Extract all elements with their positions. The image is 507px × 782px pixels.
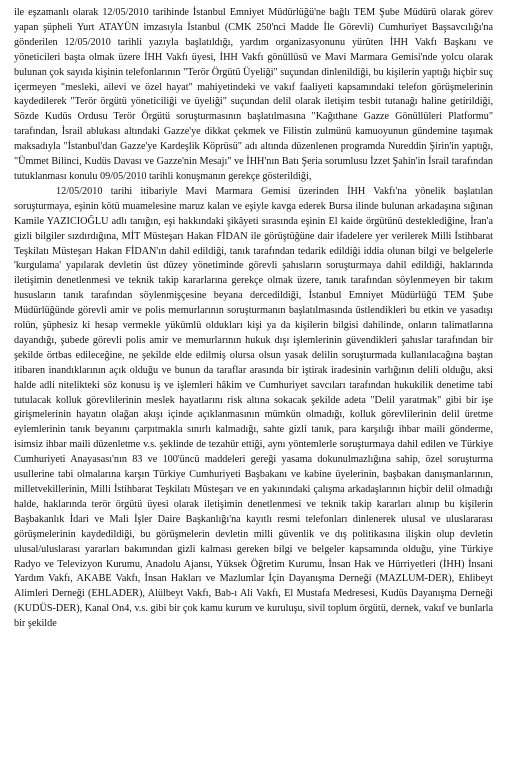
- paragraph-2: 12/05/2010 tarihi itibariyle Mavi Marmara Gemisi üzerinden İHH Vakfı'na yönelik başlatılan soruşturmaya, eşinin kötü muamelesine maruz kalan ve eşiyle kavga ederek Bursa ilinde bulunan arkadaşına sığınan Kamile YAZICIOĞLU adlı tanığın, eşi hakkındaki şikâyeti sırasında eşinin El kaide örgütünü desteklediğine, İran'a gizli bilgiler sızdırdığına, MİT Müsteşarı Hakan FİDAN ile görüştüğüne dair ifadelere yer verilerek Milli İstihbarat Teşkilatı Müsteşarı Hakan FİDAN'ın dahil edildiği, tanık tarafından tedarik edildiği iddia olunan bilgi ve belgelerle 'kurgulama' yapılarak devletin üst düzey yönetiminde görevli şahısların soruşturmaya dahil edildiği, haklarında iletişimin denetlenmesi ve teknik takip kararlarına gerekçe olmak üzere, tanık tarafından söylenmeyen bir takım hususların tanık tarafından söylenmişçesine beyana dercedildiği, İstanbul Emniyet Müdürlüğü TEM Şube Müdürlüğünde görevli amir ve polis memurlarının soruşturmanın başlatılmasında üstlendikleri bu etkin ve yasadışı rolün, şüphesiz ki hesap vermekle yükümlü oldukları kişi ya da kişilerin bilgisi dahilinde, onların talimatlarına dayandığı, şubede görevli polis amir ve memurlarının hukuk dışı işlemlerinin güvendikleri şahıslar tarafından bir şekilde örtbas edileceğine, ne şekilde elde edilmiş olursa olsun yasak delilin soruşturmada kullanılacağına baştan itibaren inandıklarının açık olduğu ve bunun da taraflar arasında bir iştirak iradesinin varlığının delili olduğu, aksi halde adli nitelikteki söz konusu iş ve işlemleri hâkim ve Cumhuriyet savcıları tarafından hukukilik denetime tabi tutulacak kolluk görevlilerinin meslek hayatlarını risk altına sokacak şekilde adeta "Delil yaratmak" gibi bir işe girişmelerinin hayatın olağan akışı içinde açıklanmasının mümkün olmadığı, kolluk görevlilerinin delil üretme eylemlerinin tanık beyanını çarpıtmakla sınırlı kalmadığı, sahte gizli tanık, para karşılığı ihbar maili gönderme, isimsiz ihbar maili düzenletme v.s. şeklinde de tezahür ettiği, aynı yöntemlerle soruşturmaya dahil edilen ve Türkiye Cumhuriyeti Anayasası'nın 83 ve 100'üncü maddeleri gereği yasama dokunulmazlığına sahip, özel soruşturma usullerine tabi olmalarına karşın Türkiye Cumhuriyeti Başbakanı ve kabine üyelerinin, başbakan danışmanlarının, milletvekillerinin, Milli İstihbarat Teşkilatı Müsteşarı ve en yakınındaki çalışma arkadaşlarının hiçbir delil olmadığı halde, haklarında terör örgütü üyesi olarak iletişimin denetlenmesi ve teknik takip kararları alınıp bu kişilerin Başbakanlık İdari ve Mali İşler Daire Başkanlığı'na kayıtlı resmi telefonları dinlenerek ulusal ve uluslararası görüşmelerinin kaydedildiği, bu görüşmelerin devletin milli güvenlik ve dış politikasına ilişkin olup devletin ulusal/uluslarası yararları bakımından gizli kalması gereken bilgi ve belgeler kapsamında olduğu, yine Türkiye Radyo ve Televizyon Kurumu, Anadolu Ajansı, Yüksek Öğretim Kurumu, İnsan Hak ve Hürriyetleri (İHH) İnsani Yardım Vakfı, AKABE Vakfı, İnsan Hakları ve Mazlumlar İçin Dayanışma Derneği (MAZLUM-DER), Ehlibeyt Alimleri Derneği (EHLADER), Alülbeyt Vakfı, Bab-ı Ali Vakfı, El Mustafa Medresesi, Kudüs Dayanışma Derneği (KUDÜS-DER), Kanal On4, v.s. gibi bir çok kamu kurum ve kuruluşu, sivil toplum örgütü, dernek, vakıf ve bunlarla bir şekilde: [14, 185, 493, 630]
- paragraph-1: ile eşzamanlı olarak 12/05/2010 tarihinde İstanbul Emniyet Müdürlüğü'ne bağlı TEM Şube Müdürü olarak görev yapan şüpheli Yurt ATAYÜN imzasıyla İstanbul (CMK 250'nci Madde İle Görevli) Cumhuriyet Başsavcılığı'na gönderilen 12/05/2010 tarihli yazıyla başlatıldığı, yardım organizasyonunu yürüten İHH Vakfı Başkanı ve yöneticileri başta olmak üzere İHH Vakfı üyesi, İHH Vakfı gönüllüsü ve Mavi Marmara Gemisi'nde yolcu olarak bulunan çok sayıda kişinin telefonlarının "Terör Örgütü Üyeliği" suçundan dinlenildiği, bu kişilerin yaptığı hiçbir suç içermeyen "mesleki, ailevi ve özel hayat" mahiyetindeki ve vakıf faaliyeti kapsamındaki telefon görüşmelerinin kaydedilerek "Terör örgütü yöneticiliği ve üyeliği" suçundan delil olarak iletişim tesbit tutanağı haline getirildiği, Sözde Kudüs Ordusu Terör Örgütü soruşturmasının başlatılmasına "Kağıthane Gazze Gönüllüleri Platformu" tarafından, İsrail ablukası altındaki Gazze'ye dikkat çekmek ve Filistin zulmünü kamuoyunun gündemine taşımak maksadıyla "İstanbul'dan Gazze'ye Kardeşlik Köprüsü" adı altında düzenlenen programda Nureddin Şirin'in yaptığı, "Ümmet Bilinci, Kudüs Davası ve Gazze'nin Mesajı" ve İHH'nın Batı Şeria sorumlusu İzzet Şahin'in İsrail tarafından tutuklanması konulu 09/05/2010 tarihli konuşmanın gerekçe gösterildiği,: [14, 7, 493, 182]
